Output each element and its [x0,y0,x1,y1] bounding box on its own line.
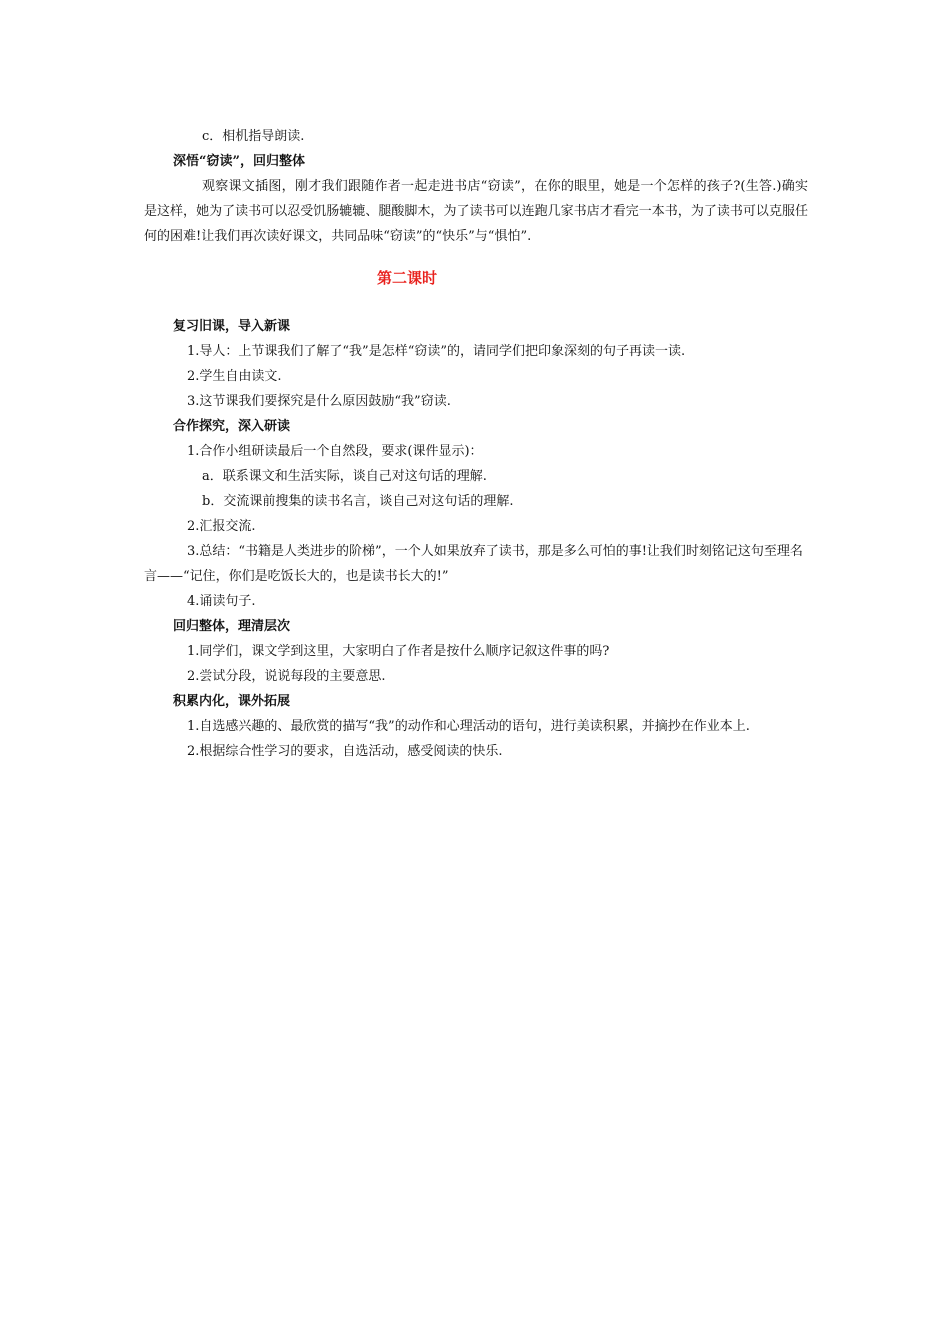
document-body [144,124,808,764]
list-item: 1.自选感兴趣的、最欣赏的描写“我”的动作和心理活动的语句，进行美读积累，并摘抄在作业本上. [187,719,750,734]
list-item: 3.这节课我们要探究是什么原因鼓励“我”窃读. [187,394,451,409]
lesson-title: 第二课时 [377,269,438,287]
list-item: 2.尝试分段，说说每段的主要意思. [187,669,386,684]
sub-item-a: a．联系课文和生活实际，谈自己对这句话的理解. [202,469,487,484]
section-heading-structure: 回归整体，理清层次 [173,619,291,634]
list-item: 1.合作小组研读最后一个自然段，要求(课件显示)： [187,444,483,459]
section-heading-explore: 合作探究，深入研读 [173,419,291,434]
list-item-summary: 3.总结：“书籍是人类进步的阶梯”，一个人如果放弃了读书，那是多么可怕的事!让我们时刻铭记这句至理名言——“记住，你们是吃饭长大的，也是读书长大的!” [144,544,803,584]
list-item: 1.同学们，课文学到这里，大家明白了作者是按什么顺序记叙这件事的吗? [187,644,610,659]
section-heading-extension: 积累内化，课外拓展 [173,694,291,709]
list-item: 2.学生自由读文. [187,369,282,384]
paragraph-illustration: 观察课文插图，刚才我们跟随作者一起走进书店“窃读”，在你的眼里，她是一个怎样的孩子?(生答.)确实是这样，她为了读书可以忍受饥肠辘辘、腿酸脚木，为了读书可以连跑几家书店才看完一本书，为了读书可以克服任何的困难!让我们再次读好课文，共同品味“窃读”的“快乐”与“惧怕”. [144,179,808,244]
list-item: 4.诵读句子. [187,594,256,609]
section-heading-review: 复习旧课，导入新课 [173,319,291,334]
sub-item-b: b．交流课前搜集的读书名言，谈自己对这句话的理解. [202,494,514,509]
list-item: 2.汇报交流. [187,519,256,534]
list-item: 1.导人：上节课我们了解了“我”是怎样“窃读”的，请同学们把印象深刻的句子再读一读. [187,344,686,359]
list-item: 2.根据综合性学习的要求，自选活动，感受阅读的快乐. [187,744,503,759]
sub-item-c: c．相机指导朗读. [202,129,305,144]
section-heading-insight: 深悟“窃读”，回归整体 [173,154,305,169]
